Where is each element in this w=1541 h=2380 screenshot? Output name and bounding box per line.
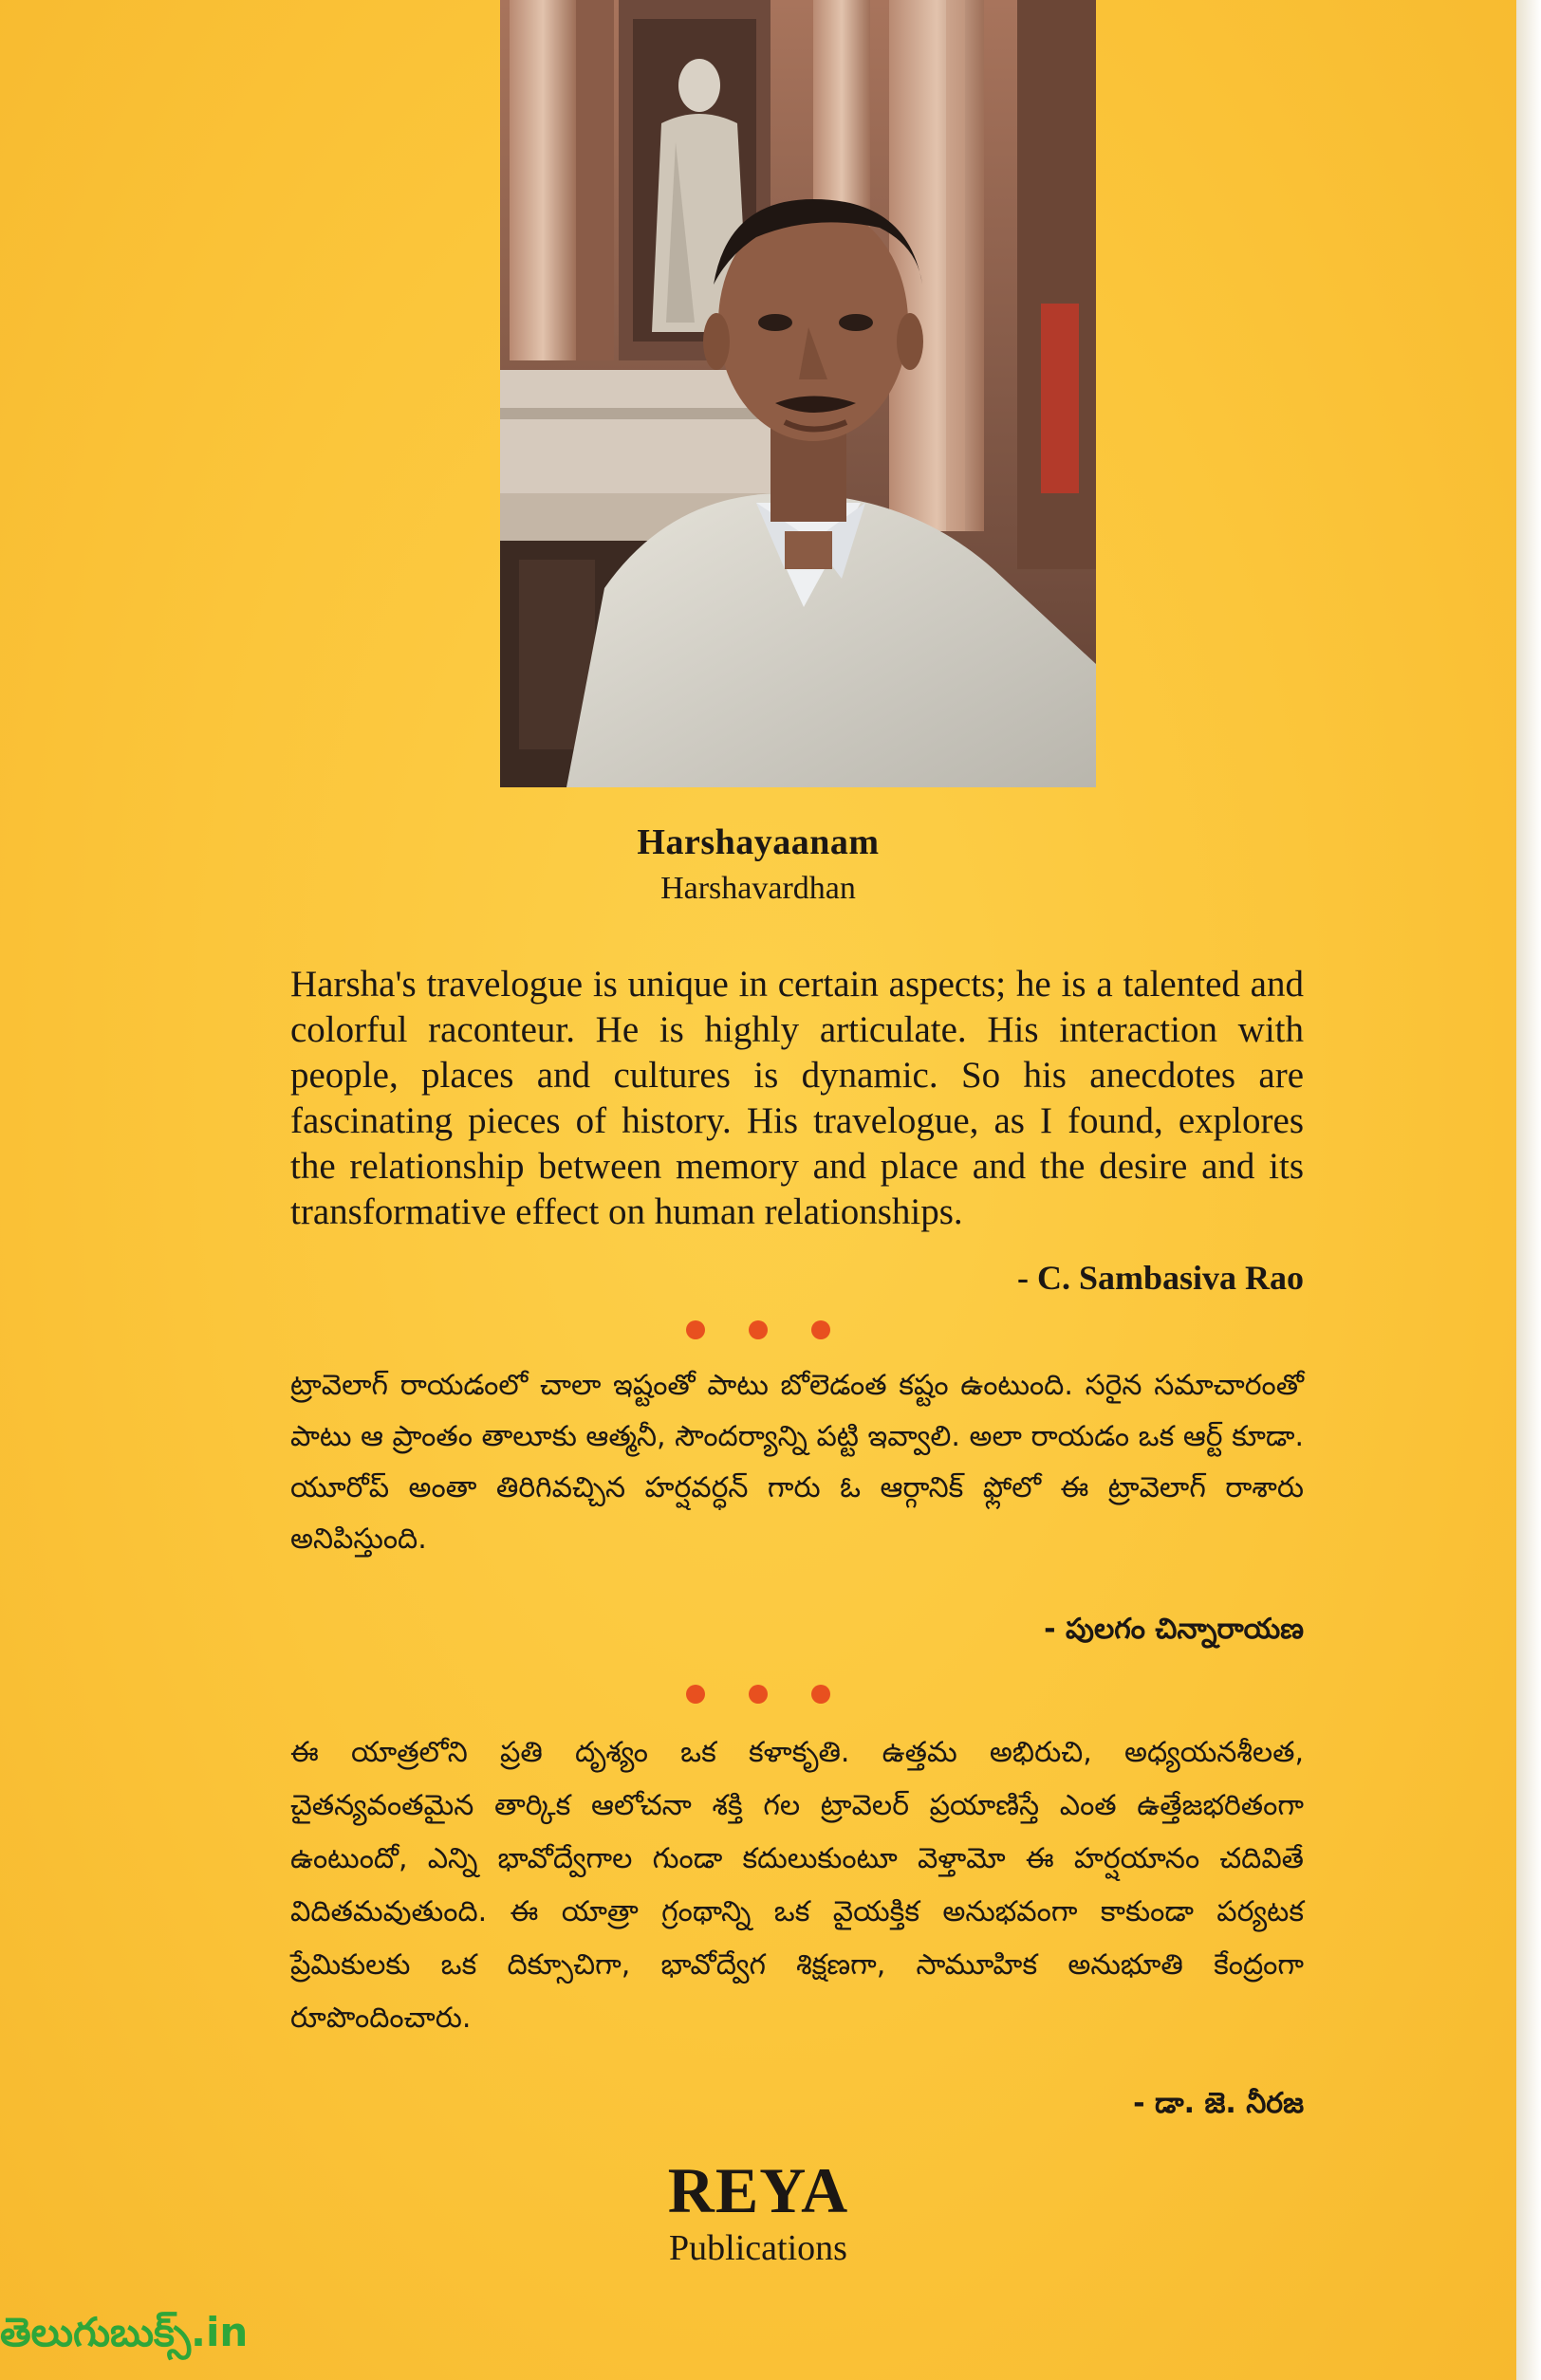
author-photo [500, 0, 1096, 787]
review-text-english: Harsha's travelogue is unique in certain aspects; he is a talented and colorful raconteur. He is highly articulate. His interaction with people, places and cultures is dynamic. So his anecdotes are fascinating pieces of history. His travelogue, as I found, explores the relationship between memory and place and the desire and its transformative effect on human relationships. [290, 964, 1304, 1232]
site-watermark: తెలుగుబుక్స్.in [0, 2309, 249, 2355]
dot-icon [811, 1320, 830, 1339]
separator-dots [0, 1320, 1516, 1343]
review-credit-english: - C. Sambasiva Rao [1016, 1259, 1304, 1297]
review-credit-telugu-2: - డా. జె. నీరజ [1133, 2087, 1304, 2120]
publisher-logo-subtitle: Publications [669, 2228, 847, 2268]
review-credit-telugu-1: - పులగం చిన్నారాయణ [1044, 1613, 1304, 1646]
separator-dots [0, 1685, 1516, 1707]
book-author: Harshavardhan [660, 871, 856, 906]
publisher-logo-name: REYA [667, 2154, 849, 2226]
dot-icon [686, 1685, 705, 1704]
dot-icon [749, 1320, 768, 1339]
dot-icon [811, 1685, 830, 1704]
review-text-telugu-1: ట్రావెలాగ్ రాయడంలో చాలా ఇష్టంతో పాటు బోలెడంత కష్టం ఉంటుంది. సరైన సమాచారంతో పాటు ఆ ప్రాంతం తాలూకు ఆత్మనీ, సౌందర్యాన్ని పట్టి ఇవ్వాలి. అలా రాయడం ఒక ఆర్ట్ కూడా. యూరోప్ అంతా తిరిగివచ్చిన హర్షవర్ధన్ గారు ఓ ఆర్గానిక్ ఫ్లోలో ఈ ట్రావెలాగ్ రాశారు అనిపిస్తుంది. [290, 1369, 1304, 1556]
page-edge [1516, 0, 1541, 2380]
review-text-telugu-2: ఈ యాత్రలోని ప్రతి దృశ్యం ఒక కళాకృతి. ఉత్తమ అభిరుచి, అధ్యయనశీలత, చైతన్యవంతమైన తార్కిక ఆలోచనా శక్తి గల ట్రావెలర్ ప్రయాణిస్తే ఎంత ఉత్తేజభరితంగా ఉంటుందో, ఎన్ని భావోద్వేగాల గుండా కదులుకుంటూ వెళ్తామో ఈ హర్షయానం చదివితే విదితమవుతుంది. ఈ యాత్రా గ్రంథాన్ని ఒక వైయక్తిక అనుభవంగా కాకుండా పర్యటక ప్రేమికులకు ఒక దిక్సూచిగా, భావోద్వేగ శిక్షణగా, సామూహిక అనుభూతి కేంద్రంగా రూపొందించారు. [290, 1736, 1304, 2035]
dot-icon [686, 1320, 705, 1339]
book-title: Harshayaanam [637, 822, 880, 862]
dot-icon [749, 1685, 768, 1704]
